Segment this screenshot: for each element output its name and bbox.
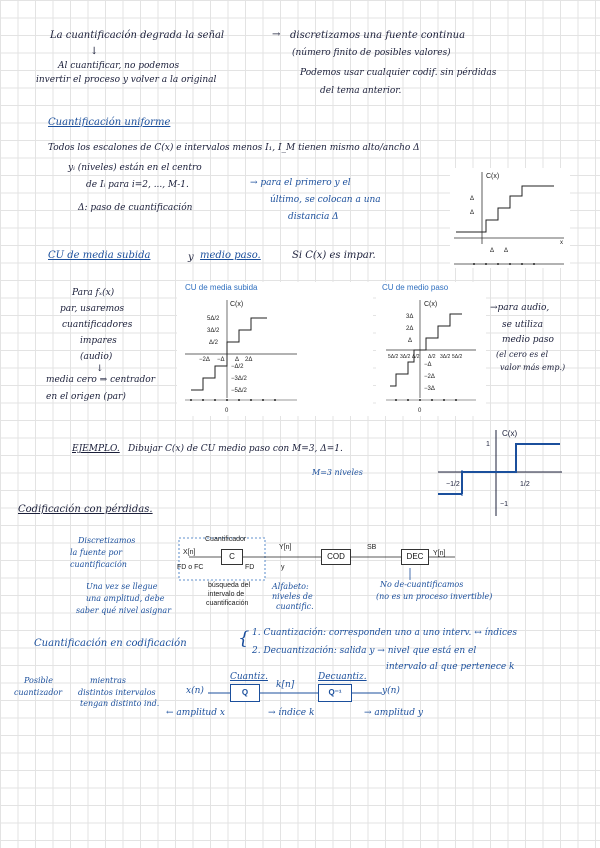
panel-paso-xtick-3: Δ/2	[412, 354, 420, 360]
uniform-delta-4: Δ	[504, 248, 509, 254]
example-ybottom: −1	[500, 501, 508, 508]
bottom-amp-k: ← amplitud x	[166, 708, 225, 718]
note-top-arrow: →	[272, 29, 281, 40]
left-fx-7: en el origen (par)	[46, 392, 126, 402]
cod-left-1: Discretizamos	[78, 536, 136, 545]
left-fx-2: par, usaremos	[60, 304, 125, 314]
uniform-delta-1: Δ	[470, 196, 475, 202]
panel-subida-xtick-1: −2Δ	[199, 357, 210, 363]
quant-3: intervalo al que pertenece k	[386, 662, 515, 672]
example-label: EJEMPLO.	[72, 444, 120, 454]
quant-1: 1. Cuantización: corresponden uno a uno interv. ↔ índices	[252, 628, 517, 638]
example-ylabel: C(x)	[502, 429, 518, 438]
cod-nodq-1: No de-cuantificamos	[380, 580, 464, 589]
example-text: Dibujar C(x) de CU medio paso con M=3, Δ=1.	[128, 444, 343, 454]
panel-paso-ytick-5: −2Δ	[424, 374, 435, 380]
bottom-mient-2: distintos intervalos	[78, 688, 156, 697]
cod-alf-1: Alfabeto:	[272, 582, 309, 591]
cod-left-2: la fuente por	[70, 548, 123, 557]
note-left-2: invertir el proceso y volver a la original	[36, 75, 217, 85]
right-audio-5: valor más emp.)	[500, 363, 566, 372]
diagram-cod-box: COD	[321, 549, 351, 565]
left-fx-3: cuantificadores	[62, 320, 133, 330]
panel-paso-ylabel: C(x)	[424, 301, 438, 308]
section-cu-cond: Si C(x) es impar.	[292, 250, 376, 261]
bottom-x: x(n)	[186, 686, 204, 696]
cod-below-3: saber qué nivel asignar	[76, 606, 172, 615]
panel-subida-title: CU de media subida	[185, 283, 258, 292]
note-top-right-sub2: Podemos usar cualquier codif. sin pérdidas	[300, 68, 497, 78]
note-top-right-sub3: del tema anterior.	[320, 86, 402, 96]
note-top-left: La cuantificación degrada la señal	[50, 30, 225, 41]
note-left-1: Al cuantificar, no podemos	[58, 61, 180, 71]
panel-paso	[376, 282, 486, 416]
section-cu-and: y	[188, 252, 194, 263]
panel-subida-ytick-1: 5Δ/2	[207, 316, 220, 322]
diagram-fd-fc: FD o FC	[177, 564, 204, 571]
left-fx-4: impares	[80, 336, 117, 346]
note-top-right: discretizamos una fuente continua	[290, 30, 466, 41]
diagram-cuantificador: Cuantificador	[205, 536, 247, 543]
cod-below-2: una amplitud, debe	[86, 594, 165, 603]
left-fx-6: media cero ⇒ centrador	[46, 375, 156, 385]
panel-subida-ytick-3: Δ/2	[209, 340, 219, 346]
bottom-q-box: Q	[230, 684, 260, 702]
panel-subida-ytick-4: −Δ/2	[231, 364, 244, 370]
panel-subida-xtick-2: −Δ	[217, 357, 225, 363]
right-audio-3: medio paso	[502, 335, 554, 345]
uniform-delta-2: Δ	[470, 210, 475, 216]
uniform-ylabel: C(x)	[486, 173, 500, 180]
panel-paso-zero: 0	[418, 408, 422, 414]
bottom-chain	[186, 680, 406, 706]
bottom-mient-1: mientras	[90, 676, 126, 685]
right-audio-1: →para audio,	[490, 303, 550, 313]
right-audio-4: (el cero es el	[496, 350, 549, 359]
panel-paso-xtick-6: 5Δ/2	[452, 354, 463, 360]
left-fx-5: (audio)	[80, 352, 113, 362]
example-ytop: 1	[486, 441, 490, 448]
section-uniform-title: Cuantificación uniforme	[48, 117, 171, 128]
quant-brace: {	[238, 628, 250, 649]
panel-subida	[177, 282, 373, 416]
bottom-ind: → índice k	[268, 708, 315, 718]
cod-nodq-2: (no es un proceso invertible)	[376, 592, 493, 601]
panel-subida-ytick-6: −5Δ/2	[231, 388, 247, 394]
uniform-delta-3: Δ	[490, 248, 495, 254]
panel-paso-xtick-5: 3Δ/2	[440, 354, 451, 360]
panel-subida-ylabel: C(x)	[230, 301, 244, 308]
bottom-pos-2: cuantizador	[14, 688, 63, 697]
example-xright: 1/2	[520, 481, 530, 488]
diagram-busqueda-1: búsqueda del	[208, 582, 251, 589]
section-cu-title-2: medio paso.	[200, 250, 261, 261]
uniform-line-4: → para el primero y el	[250, 178, 351, 188]
note-top-right-sub: (número finito de posibles valores)	[292, 48, 451, 58]
panel-subida-ytick-5: −3Δ/2	[231, 376, 247, 382]
cod-left-3: cuantificación	[70, 560, 127, 569]
bottom-pos-1: Posible	[24, 676, 53, 685]
uniform-graph	[450, 168, 570, 268]
quant-title: Cuantificación en codificación	[34, 638, 187, 649]
panel-paso-xtick-1: 5Δ/2	[388, 354, 399, 360]
panel-paso-ytick-1: 3Δ	[406, 314, 414, 320]
bottom-k: k[n]	[276, 680, 295, 690]
bottom-quantiz-label: Cuantiz.	[230, 672, 268, 682]
left-fx-arrow: ↓	[96, 364, 104, 374]
cod-alf-3: cuantific.	[276, 602, 314, 611]
panel-subida-xtick-3: Δ	[235, 357, 240, 363]
left-fx-1: Para fₓ(x)	[72, 288, 115, 298]
bottom-mient-3: tengan distinto ind.	[80, 699, 160, 708]
right-audio-2: se utiliza	[502, 320, 543, 330]
uniform-line-2: yᵢ (niveles) están en el centro	[68, 163, 202, 173]
panel-paso-ytick-4: −Δ	[424, 362, 432, 368]
bottom-qinv-box: Q⁻¹	[318, 684, 352, 702]
quant-2: 2. Decuantización: salida y → nivel que está en el	[252, 646, 477, 656]
panel-paso-xtick-4: Δ/2	[428, 354, 436, 360]
example-graph	[432, 424, 568, 520]
uniform-line-5: último, se colocan a una	[270, 195, 381, 205]
diagram-xn: X[n]	[183, 549, 196, 556]
bottom-y: y(n)	[382, 686, 400, 696]
panel-paso-ytick-6: −3Δ	[424, 386, 435, 392]
bottom-amp-y: → amplitud y	[364, 708, 423, 718]
uniform-line-1: Todos los escalones de C(x) e intervalos menos I₁, I_M tienen mismo alto/ancho Δ	[48, 143, 420, 153]
section-cod-title: Codificación con pérdidas.	[18, 504, 153, 515]
diagram-dec-box: DEC	[401, 549, 429, 565]
uniform-line-7: Δ: paso de cuantificación	[78, 203, 193, 213]
panel-paso-ytick-2: 2Δ	[406, 326, 414, 332]
example-levels: M=3 niveles	[312, 468, 363, 477]
diagram-c-box: C	[221, 549, 243, 565]
example-xleft: −1/2	[446, 481, 460, 488]
uniform-xlabel: x	[560, 240, 563, 246]
panel-subida-ytick-2: 3Δ/2	[207, 328, 220, 334]
panel-paso-xtick-2: 3Δ/2	[400, 354, 411, 360]
panel-subida-xtick-4: 2Δ	[245, 357, 253, 363]
uniform-line-6: distancia Δ	[288, 212, 339, 222]
note-left-down-arrow: ↓	[90, 46, 99, 57]
diagram-yn: Y[n]	[279, 544, 292, 551]
section-cu-title: CU de media subida	[48, 250, 151, 261]
bottom-decuantiz-label: Decuantiz.	[318, 672, 367, 682]
cod-below-1: Una vez se llegue	[86, 582, 158, 591]
diagram-sb: SB	[367, 544, 377, 551]
diagram-fd: FD	[245, 564, 255, 571]
panel-subida-zero: 0	[225, 408, 229, 414]
panel-paso-title: CU de medio paso	[382, 283, 449, 292]
diagram-y-out: Y[n]	[433, 550, 446, 557]
diagram-busqueda-3: cuantificación	[206, 600, 249, 607]
uniform-line-3: de Iᵢ para i=2, ..., M-1.	[86, 180, 189, 190]
panel-paso-ytick-3: Δ	[408, 338, 413, 344]
diagram-busqueda-2: intervalo de	[208, 591, 245, 598]
diagram-y: y	[281, 564, 285, 571]
cod-alf-2: niveles de	[272, 592, 313, 601]
